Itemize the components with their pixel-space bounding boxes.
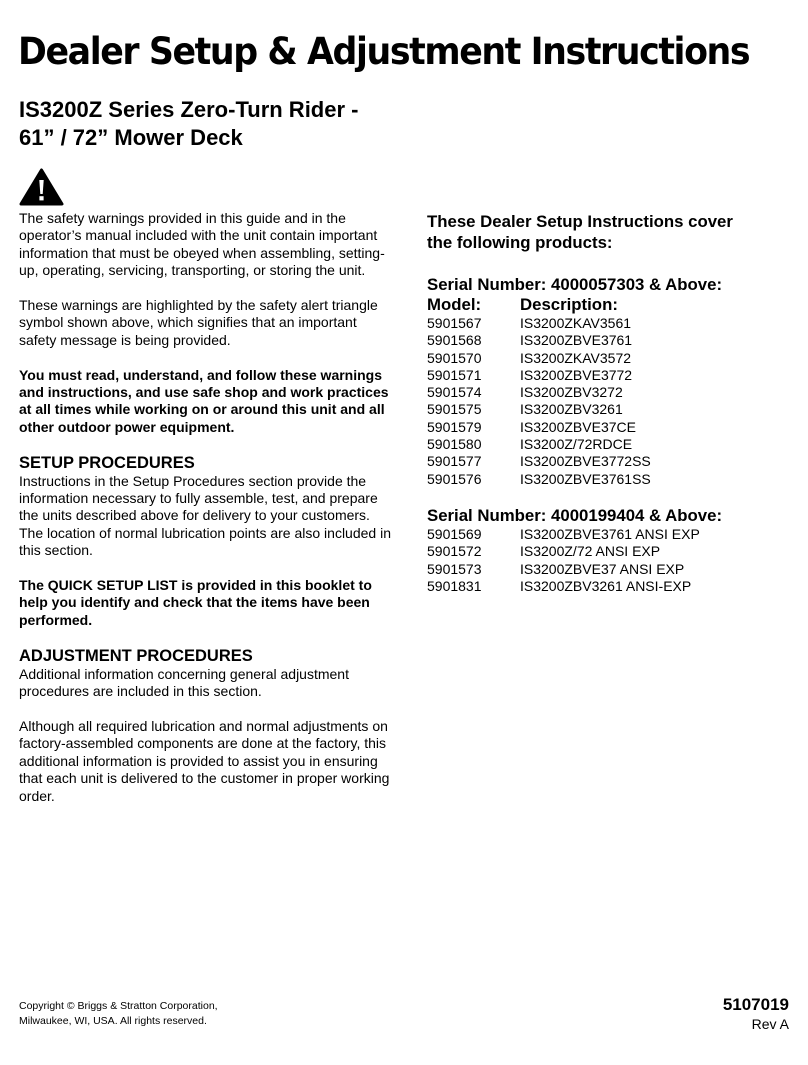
- model-number-cell: 5901575: [427, 401, 482, 418]
- model-column-header: Model:: [427, 295, 482, 314]
- page-subtitle: [19, 96, 419, 152]
- safety-symbol-paragraph: These warnings are highlighted by the safety alert triangle symbol shown above, which signifies that an important safety message is being provided.: [19, 297, 378, 348]
- model-description-cell: IS3200ZBVE3761 ANSI EXP: [520, 525, 700, 542]
- revision-label: Rev A: [751, 1016, 789, 1032]
- model-description-cell: IS3200ZBV3261 ANSI-EXP: [520, 577, 692, 594]
- model-number-cell: 5901831: [427, 577, 482, 594]
- table-row: [427, 526, 700, 543]
- subtitle-line-2: 61” / 72” Mower Deck: [19, 125, 243, 150]
- model-number-cell: 5901580: [427, 436, 482, 453]
- table-row: [427, 384, 651, 401]
- adjustment-procedures-paragraph: Additional information concerning general adjustment procedures are included in this section.: [19, 665, 349, 700]
- table-row: [427, 419, 651, 436]
- model-description-cell: IS3200ZBVE37CE: [520, 418, 636, 435]
- model-description-cell: IS3200ZBVE3761: [520, 332, 633, 349]
- table-row: [427, 453, 651, 470]
- copyright-notice: [19, 999, 218, 1028]
- copyright-line-2: Milwaukee, WI, USA. All rights reserved.: [19, 1014, 207, 1027]
- model-table-2: [427, 526, 700, 595]
- table-row: [427, 367, 651, 384]
- safety-intro-paragraph: The safety warnings provided in this guide and in the operator’s manual included with the unit contain important information that must be obeyed when assembling, setting-up, operating, servicing, transporting, or storing the unit.: [19, 210, 385, 279]
- model-description-cell: IS3200ZBVE3772: [520, 366, 633, 383]
- setup-procedures-paragraph: Instructions in the Setup Procedures section provide the information necessary to fully assemble, test, and prepare the units described above for delivery to your customers. The location of normal lubrication points are also included in this section.: [19, 472, 391, 559]
- model-description-cell: IS3200ZBVE3772SS: [520, 453, 651, 470]
- warning-triangle-icon: [19, 168, 64, 206]
- model-description-cell: IS3200ZBVE37 ANSI EXP: [520, 560, 685, 577]
- table-row: [427, 315, 651, 332]
- lubrication-paragraph: Although all required lubrication and normal adjustments on factory-assembled components are done at the factory, this additional information is provided to assist you in ensuring that each unit is delivered to the customer in proper working order.: [19, 717, 390, 804]
- serial-range-1: Serial Number: 4000057303 & Above:: [427, 275, 723, 294]
- products-intro: [427, 211, 787, 253]
- model-description-cell: IS3200ZBV3272: [520, 384, 623, 401]
- page-title: Dealer Setup & Adjustment Instructions: [18, 30, 750, 73]
- model-number-cell: 5901579: [427, 418, 482, 435]
- table-row: [427, 543, 700, 560]
- model-description-cell: IS3200Z/72 ANSI EXP: [520, 543, 661, 560]
- model-number-cell: 5901571: [427, 366, 482, 383]
- products-column: [427, 211, 787, 595]
- model-description-cell: IS3200Z/72RDCE: [520, 436, 633, 453]
- table-row: [427, 561, 700, 578]
- table-row: [427, 401, 651, 418]
- model-description-cell: IS3200ZKAV3572: [520, 349, 632, 366]
- model-number-cell: 5901573: [427, 560, 482, 577]
- table-row: [427, 436, 651, 453]
- model-description-cell: IS3200ZBV3261: [520, 401, 623, 418]
- table-row: [427, 332, 651, 349]
- model-number-cell: 5901576: [427, 470, 482, 487]
- adjustment-procedures-heading: ADJUSTMENT PROCEDURES: [19, 646, 253, 665]
- table-row: [427, 350, 651, 367]
- table-row: [427, 471, 651, 488]
- document-number: 5107019: [722, 995, 789, 1014]
- model-description-cell: IS3200ZKAV3561: [520, 315, 632, 331]
- copyright-line-1: Copyright © Briggs & Stratton Corporation,: [19, 1000, 218, 1012]
- description-column-header: Description:: [520, 295, 618, 314]
- model-number-cell: 5901572: [427, 543, 482, 560]
- serial-range-2: Serial Number: 4000199404 & Above:: [427, 505, 723, 525]
- model-number-cell: 5901574: [427, 384, 482, 401]
- quick-setup-paragraph: The QUICK SETUP LIST is provided in this booklet to help you identify and check that the items have been performed.: [19, 577, 372, 628]
- subtitle-line-1: IS3200Z Series Zero-Turn Rider -: [19, 97, 359, 122]
- model-number-cell: 5901570: [427, 349, 482, 366]
- model-description-cell: IS3200ZBVE3761SS: [520, 470, 651, 487]
- safety-warning-paragraph: You must read, understand, and follow these warnings and instructions, and use safe shop and work practices at all times while working on or around this unit and all other outdoor power equipment.: [19, 366, 389, 435]
- products-intro-line-1: These Dealer Setup Instructions cover: [427, 212, 733, 231]
- table-header-row: [427, 295, 651, 315]
- model-number-cell: 5901577: [427, 453, 482, 470]
- model-number-cell: 5901567: [427, 315, 482, 331]
- intro-column: [19, 210, 391, 822]
- model-table-1: [427, 295, 651, 488]
- model-number-cell: 5901569: [427, 525, 482, 542]
- table-row: [427, 578, 700, 595]
- products-intro-line-2: the following products:: [427, 233, 613, 252]
- model-number-cell: 5901568: [427, 332, 482, 349]
- setup-procedures-heading: SETUP PROCEDURES: [19, 453, 195, 472]
